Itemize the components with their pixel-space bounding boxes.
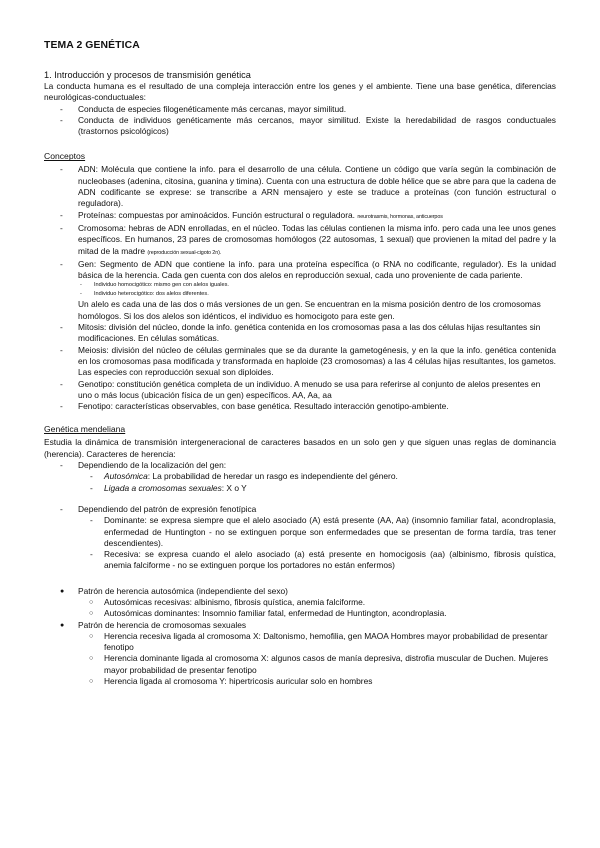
gen-sublist [34, 281, 556, 299]
loc-heading: - Dependiendo de la localización del gen: [44, 460, 556, 471]
mendel-list [44, 460, 556, 471]
proteinas-note: neurotrasmis, hormonas, anticuerpos [357, 213, 443, 220]
list-item: - Conducta de especies filogenéticamente más cercanas, mayor similitud. [44, 104, 556, 115]
sexual-sublist [44, 631, 556, 687]
list-item: ○ Herencia ligada al cromosoma Y: hipertricosis auricular solo en hombres [44, 676, 556, 687]
proteinas-text: Proteínas: compuestas por aminoácidos. Función estructural o reguladora. [78, 209, 355, 220]
dominante-item: - Dominante: se expresa siempre que el alelo asociado (A) está presente (AA, Aa) (insomnio familiar fatal, acondroplasia, enfermedad de Huntington - no se extinguen porque son enfermedades que se presentan de forma tardía, tras tener descendientes). [44, 515, 556, 549]
autosomica-text: : La probabilidad de heredar un rasgo es independiente del género. [147, 471, 398, 482]
list-item: - Conducta de individuos genéticamente más cercanos, mayor similitud. Existe la heredabilidad de rasgos conductuales (trastornos psicológicos) [44, 115, 556, 138]
alelo-text: Un alelo es cada una de las dos o más versiones de un gen. Se encuentran en la misma posición dentro de los cromosomas homólogos. Si los dos alelos son idénticos, el individuo es homocigoto para este gen. [78, 299, 541, 321]
patrones-list [44, 586, 556, 597]
list-item: ○ Herencia recesiva ligada al cromosoma X: Daltonismo, hemofilia, gen MAOA Hombres mayor probabilidad de presentar fenotipo [44, 631, 556, 654]
mendel-text: Estudia la dinámica de transmisión intergeneracional de caracteres basados en un solo gen y que siguen unas reglas de dominancia (herencia). Caracteres de herencia: [44, 437, 556, 459]
list-item [44, 483, 556, 494]
ligada-text: : X o Y [221, 482, 247, 493]
mendel-list-2 [44, 504, 556, 515]
cromosoma-text: Cromosoma: hebras de ADN enrolladas, en el núcleo. Todas las células contienen la misma info. pero cada una lee unos genes específicos. En humanos, 23 pares de cromosomas homólogos (22 autosomas, 1 sexual) que provienen la mitad del padre y la mitad de la madre [78, 222, 556, 256]
intro-heading: 1. Introducción y procesos de transmisión genética [44, 70, 251, 80]
cromosoma-note: (reproducción sexual-cigoto 2n). [147, 249, 222, 256]
concept-gen: - Gen: Segmento de ADN que contiene la info. para una proteína específica (o RNA no codificante, regulador). Es la unidad básica de la herencia. Cada gen cuenta con dos alelos en reproducción sexual, cada uno proveniente de cada pariente. [44, 259, 556, 282]
section-heading-conceptos: Conceptos [44, 151, 86, 162]
page-title: TEMA 2 GENÉTICA [44, 40, 140, 51]
intro-list [44, 104, 556, 138]
patrones-list-2 [44, 620, 556, 631]
concept-meiosis: - Meiosis: división del núcleo de células germinales que se da durante la gametogénesis, y en la que la info. genética contenida en los cromosomas pasa modificada y transformada en haploide (23 cromosomas) a las 4 células hijas resultantes, los gametos. Las especies con reproducción sexual son diploides. [44, 345, 556, 379]
list-item: - Individuo homocigótico: mismo gen con alelos iguales. [34, 281, 556, 290]
intro-text: La conducta humana es el resultado de una compleja interacción entre los genes y el ambiente. Tiene una base genética, diferencias neurológicas-conductuales: [44, 81, 556, 103]
conceptos-list [44, 164, 556, 281]
section-heading-mendel: Genética mendeliana [44, 424, 126, 435]
concept-mitosis: - Mitosis: división del núcleo, donde la info. genética contenida en los cromosomas pasa a las dos células hijas resultantes sin modificaciones. En células somáticas. [44, 322, 556, 345]
autosomica-label: Autosómica [104, 471, 148, 482]
autosomica-heading: ● Patrón de herencia autosómica (independiente del sexo) [44, 586, 556, 597]
conceptos-list-2 [44, 322, 556, 412]
list-item: ○ Autosómicas recesivas: albinismo, fibrosis quística, anemia falciforme. [44, 597, 556, 608]
ligada-label: Ligada a cromosomas sexuales [104, 482, 222, 493]
patron-sublist [44, 515, 556, 571]
concept-proteinas [44, 210, 556, 223]
concept-adn: - ADN: Molécula que contiene la info. para el desarrollo de una célula. Contiene un código que varía según la combinación de nucleobases (adenina, citosina, guanina y timina). Cuenta con una estructura de doble hélice que se abre para que la cadena de ADN codificante se exprese: se transcribe a ARN mensajero y este se traduce a proteínas (con función estructural o reguladora). [44, 164, 556, 209]
document-page [44, 40, 556, 687]
loc-sublist [44, 471, 556, 494]
concept-fenotipo: - Fenotipo: características observables, con base genética. Resultado interacción genotipo-ambiente. [44, 401, 556, 412]
concept-cromosoma [44, 223, 556, 259]
list-item: - Individuo heterocigótico: dos alelos diferentes. [34, 290, 556, 299]
list-item [44, 471, 556, 482]
list-item: ○ Herencia dominante ligada al cromosoma X: algunos casos de manía depresiva, distrofia muscular de Duchen. Mujeres mayor probabilidad de presentar fenotipo [44, 653, 556, 676]
list-item: ○ Autosómicas dominantes: Insomnio familiar fatal, enfermedad de Huntington, acondroplasia. [44, 608, 556, 619]
sexual-heading: ● Patrón de herencia de cromosomas sexuales [44, 620, 556, 631]
recesiva-item: - Recesiva: se expresa cuando el alelo asociado (a) está presente en homocigosis (aa) (albinismo, fibrosis quística, anemia falciforme - no se extinguen porque los portadores no están enfermos) [44, 549, 556, 572]
autosomica-sublist [44, 597, 556, 620]
patron-heading: - Dependiendo del patrón de expresión fenotípica [44, 504, 556, 515]
concept-genotipo: - Genotipo: constitución genética completa de un individuo. A menudo se usa para referirse al conjunto de alelos presentes en uno o más locus (ubicación física de un gen) específicos. AA, Aa, aa [44, 379, 556, 402]
